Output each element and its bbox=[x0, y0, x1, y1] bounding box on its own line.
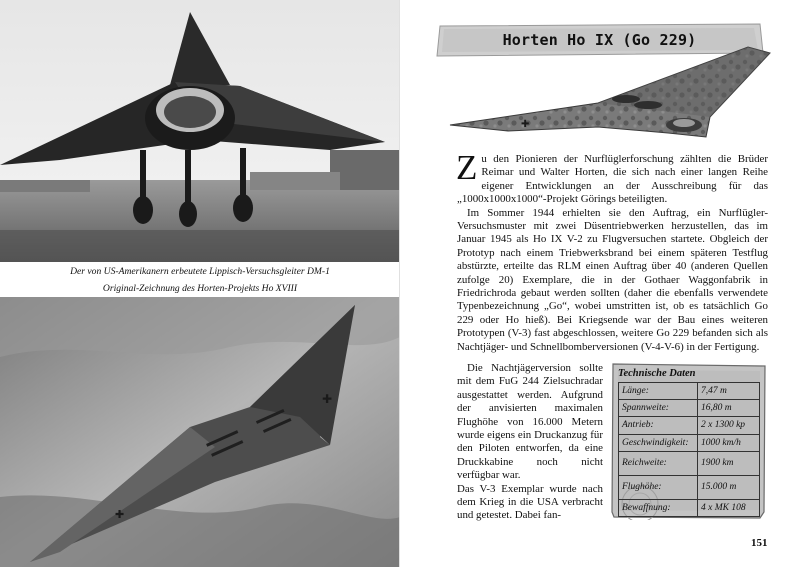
tech-row bbox=[619, 383, 760, 400]
tech-label: Länge: bbox=[619, 383, 698, 400]
ho-ix-illustration bbox=[448, 45, 778, 147]
caption-dm1: Der von US-Amerikanern erbeutete Lippisch-Versuchsgleiter DM-1 bbox=[70, 266, 330, 277]
tech-value: 1000 km/h bbox=[698, 434, 760, 451]
page-title: Horten Ho IX (Go 229) bbox=[502, 31, 697, 49]
tech-value: 7,47 m bbox=[698, 383, 760, 400]
tech-label: Bewaffnung: bbox=[619, 499, 698, 516]
tech-label: Reichweite: bbox=[619, 451, 698, 475]
paragraph-2: Im Sommer 1944 erhielten sie den Auftrag, ein Nurflügler-Versuchsmuster mit zwei Düsentriebwerken herzustellen, das im Januar 1945 als Ho IX V-2 zu Flugversuchen startete. Obgleich der Prototyp nach einem Triebwerksbrand bei einem späteren Testflug abstürzte, erteilte das RLM einen Auftrag über 40 (anderen Quellen zufolge 20) Exemplare, die in der Gothaer Waggonfabrik in Friedrichroda gebaut werden sollten (daher die ebenfalls verwendete Typenbezeichnung „Go“, wobei umstritten ist, ob es tatsächlich Go 229 oder Ho hieß). Bei Kriegsende war der Bau eines weiteren Prototypen (V-3) fast abgeschlossen, weitere Go 229 befanden sich als Nachtjäger- und Schnellbomberversionen (V-4-V-6) in der Fertigung. bbox=[457, 206, 768, 353]
tech-row bbox=[619, 499, 760, 516]
main-text bbox=[456, 148, 768, 354]
tech-row bbox=[619, 400, 760, 417]
paragraph-3: Die Nachtjägerversion sollte mit dem FuG 244 Zielsuchradar ausgestattet werden. Aufgrund der anvisierten maximalen Flughöhe von 16.000 Metern wurde eigens ein Druckanzug für den Piloten entworfen, da eine Druckkabine noch nicht verfügbar war. bbox=[457, 362, 603, 482]
svg-text:✚: ✚ bbox=[115, 508, 125, 521]
drop-cap: Z bbox=[456, 148, 478, 187]
dm1-glider-photo bbox=[0, 0, 400, 262]
tech-data-panel bbox=[610, 362, 768, 520]
paragraph-1: u den Pionieren der Nurflüglerforschung zählten die Brüder Reimar und Walter Horten, die sich nach einer langen Reihe eigener Entwicklungen an der Ausschreibung für das „1000x1000x1000“-Projekt Görings beteiligten. bbox=[457, 153, 768, 206]
tech-data-table bbox=[618, 382, 760, 517]
tech-row bbox=[619, 475, 760, 499]
tech-value: 16,80 m bbox=[698, 400, 760, 417]
svg-text:✚: ✚ bbox=[322, 392, 333, 406]
tech-row bbox=[619, 451, 760, 475]
tech-label: Antrieb: bbox=[619, 417, 698, 434]
column-text bbox=[457, 362, 603, 523]
tech-value: 15.000 m bbox=[698, 475, 760, 499]
tech-label: Flughöhe: bbox=[619, 475, 698, 499]
ho-xviii-drawing bbox=[0, 297, 400, 567]
caption-ho-xviii: Original-Zeichnung des Horten-Projekts Ho XVIII bbox=[102, 283, 298, 294]
tech-label: Geschwindigkeit: bbox=[619, 434, 698, 451]
tech-value: 2 x 1300 kp bbox=[698, 417, 760, 434]
tech-data-title: Technische Daten bbox=[618, 368, 696, 379]
svg-text:✚: ✚ bbox=[521, 119, 530, 130]
tech-label: Spannweite: bbox=[619, 400, 698, 417]
page-number: 151 bbox=[751, 537, 768, 549]
tech-row bbox=[619, 417, 760, 434]
tech-value: 1900 km bbox=[698, 451, 760, 475]
paragraph-4: Das V-3 Exemplar wurde nach dem Krieg in die USA verbracht und getestet. Dabei fan- bbox=[457, 482, 603, 522]
tech-value: 4 x MK 108 bbox=[698, 499, 760, 516]
tech-row bbox=[619, 434, 760, 451]
